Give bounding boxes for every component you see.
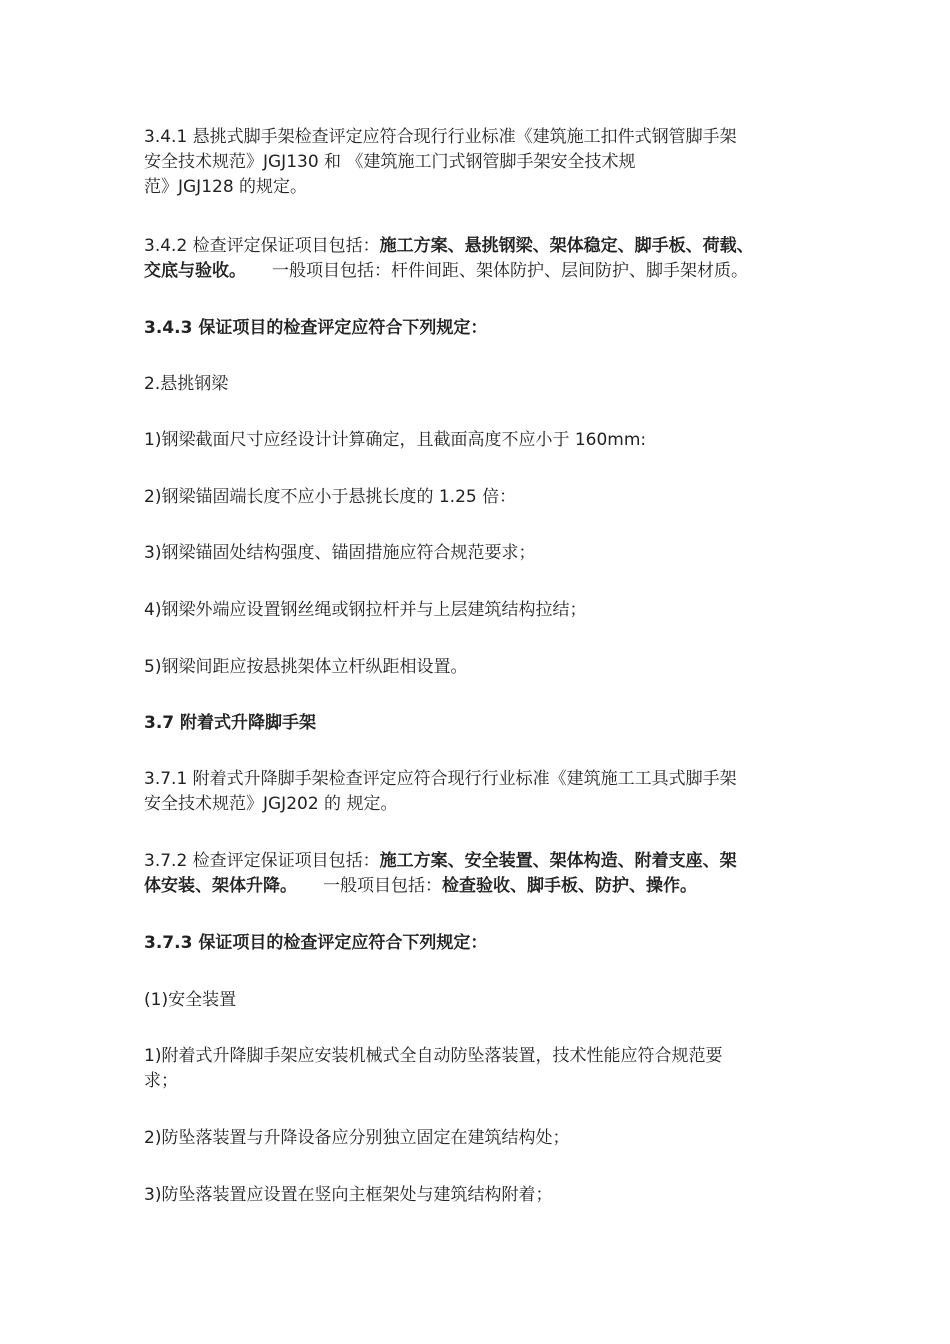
list-item bbox=[144, 655, 824, 680]
list-item-text: 求； bbox=[144, 1071, 178, 1091]
list-item bbox=[144, 485, 824, 510]
subheading-cantilever-beam bbox=[144, 372, 824, 397]
bold-items: 交底与验收。 bbox=[144, 261, 246, 281]
text-line bbox=[144, 874, 824, 899]
text-line: 3.4.1 悬挑式脚手架检查评定应符合现行行业标准《建筑施工扣件式钢管脚手架 bbox=[144, 127, 737, 147]
list-item-text: 3)钢梁锚固处结构强度、锚固措施应符合规范要求； bbox=[144, 543, 536, 563]
general-bold-items: 检查验收、脚手板、防护、操作。 bbox=[442, 876, 697, 896]
paragraph-3-7-1 bbox=[144, 767, 824, 817]
subheading-safety-device bbox=[144, 988, 824, 1013]
text-line: 安全技术规范》JGJ202 的 规定。 bbox=[144, 794, 398, 814]
bold-items: 施工方案、悬挑钢梁、架体稳定、脚手板、荷载、 bbox=[379, 236, 754, 256]
text-line bbox=[144, 259, 824, 284]
list-item-text: 4)钢梁外端应设置钢丝绳或钢拉杆并与上层建筑结构拉结； bbox=[144, 600, 587, 620]
bold-items: 体安装、架体升降。 bbox=[144, 876, 297, 896]
text-line bbox=[144, 234, 824, 259]
general-prefix: 一般项目包括： bbox=[323, 876, 442, 896]
text-prefix: 3.7.2 检查评定保证项目包括： bbox=[144, 851, 380, 871]
list-item bbox=[144, 1044, 824, 1094]
list-item-text: 2)钢梁锚固端长度不应小于悬挑长度的 1.25 倍： bbox=[144, 487, 517, 507]
subheading-text: (1)安全装置 bbox=[144, 990, 237, 1010]
heading-3-4-3 bbox=[144, 316, 824, 341]
paragraph-3-4-2 bbox=[144, 234, 824, 284]
text-line: 安全技术规范》JGJ130 和 《建筑施工门式钢管脚手架安全技术规 bbox=[144, 152, 636, 172]
list-item bbox=[144, 541, 824, 566]
heading-text: 3.4.3 保证项目的检查评定应符合下列规定： bbox=[144, 318, 488, 338]
heading-3-7 bbox=[144, 711, 824, 736]
paragraph-3-4-1 bbox=[144, 125, 824, 200]
list-item bbox=[144, 428, 824, 453]
list-item bbox=[144, 598, 824, 623]
paragraph-3-7-2 bbox=[144, 849, 824, 899]
list-item-text: 3)防坠落装置应设置在竖向主框架处与建筑结构附着； bbox=[144, 1185, 553, 1205]
general-items: 一般项目包括：杆件间距、架体防护、层间防护、脚手架材质。 bbox=[272, 261, 748, 281]
heading-text: 3.7 附着式升降脚手架 bbox=[144, 713, 317, 733]
heading-text: 3.7.3 保证项目的检查评定应符合下列规定： bbox=[144, 933, 488, 953]
list-item-text: 5)钢梁间距应按悬挑架体立杆纵距相设置。 bbox=[144, 657, 468, 677]
list-item-text: 1)附着式升降脚手架应安装机械式全自动防坠落装置，技术性能应符合规范要 bbox=[144, 1046, 723, 1066]
list-item-text: 2)防坠落装置与升降设备应分别独立固定在建筑结构处； bbox=[144, 1128, 570, 1148]
heading-3-7-3 bbox=[144, 931, 824, 956]
list-item bbox=[144, 1183, 824, 1208]
bold-items: 施工方案、安全装置、架体构造、附着支座、架 bbox=[379, 851, 737, 871]
text-line: 3.7.1 附着式升降脚手架检查评定应符合现行行业标准《建筑施工工具式脚手架 bbox=[144, 769, 737, 789]
subheading-text: 2.悬挑钢梁 bbox=[144, 374, 229, 394]
text-line: 范》JGJ128 的规定。 bbox=[144, 177, 308, 197]
text-line bbox=[144, 849, 824, 874]
list-item-text: 1)钢梁截面尺寸应经设计计算确定，且截面高度不应小于 160mm: bbox=[144, 430, 647, 450]
list-item bbox=[144, 1126, 824, 1151]
text-prefix: 3.4.2 检查评定保证项目包括： bbox=[144, 236, 380, 256]
